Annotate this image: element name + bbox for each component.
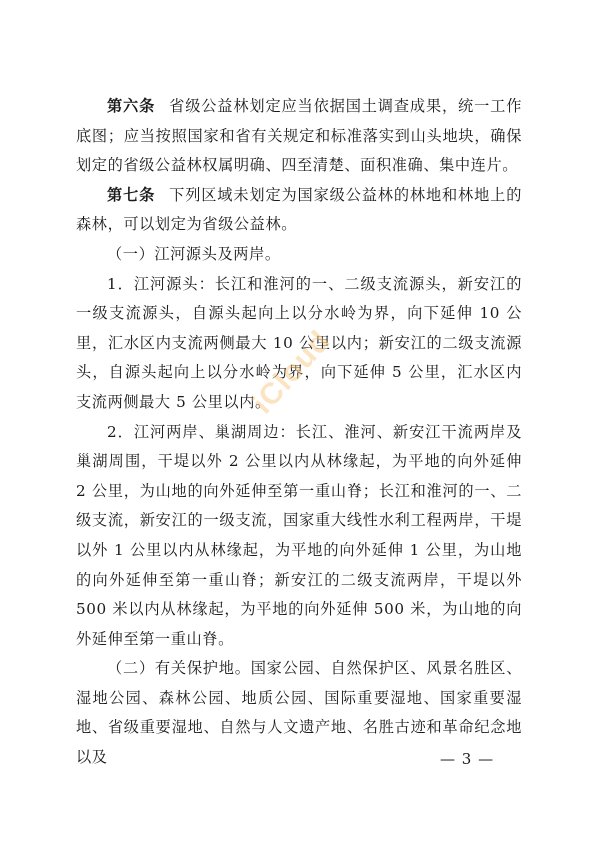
article-6 xyxy=(76,92,522,181)
item-1-2-text: 2．江河两岸、巢湖周边：长江、淮河、新安江干流两岸及巢湖周围，干堤以外 2 公里以内从林缘起，为平地的向外延伸 2 公里，为山地的向外延伸至第一重山脊；长江和淮河的一、二级支流，新安江的一级支流，国家重大线性水利工程两岸，干堤以外 1 公里以内从林缘起，为平地的向外延伸 1 公里，为山地的向外延伸至第一重山脊；新安江的二级支流两岸，干堤以外 500 米以内从林缘起，为平地的向外延伸 500 米，为山地的向外延伸至第一重山脊。 xyxy=(76,422,522,648)
watermark-logo: iCloud xyxy=(246,324,337,421)
article-6-heading: 第六条 xyxy=(107,97,156,115)
item-2-text: （二）有关保护地。国家公园、自然保护区、风景名胜区、湿地公园、森林公园、地质公园、国际重要湿地、国家重要湿地、省级重要湿地、自然与人文遗产地、名胜古迹和革命纪念地以及 xyxy=(76,659,522,767)
article-6-text: 省级公益林划定应当依据国土调查成果，统一工作底图；应当按照国家和省有关规定和标准落实到山头地块，确保划定的省级公益林权属明确、四至清楚、面积准确、集中连片。 xyxy=(76,97,522,175)
article-7 xyxy=(76,181,522,240)
page-number: — 3 — xyxy=(440,750,495,768)
item-1-heading xyxy=(76,240,522,270)
item-1-text: （一）江河源头及两岸。 xyxy=(107,244,281,263)
document-body xyxy=(76,92,522,773)
article-7-heading: 第七条 xyxy=(107,185,156,204)
article-7-text: 下列区域未划定为国家级公益林的林地和林地上的森林，可以划定为省级公益林。 xyxy=(76,185,522,234)
item-1-1-text: 1．江河源头：长江和淮河的一、二级支流源头，新安江的一级支流源头，自源头起向上以分水岭为界，向下延伸 10 公里，汇水区内支流两侧最大 10 公里以内；新安江的二级支流源头，自源头起向上以分水岭为界，向下延伸 5 公里，汇水区内支流两侧最大 5 公里以内。 xyxy=(76,274,522,411)
item-1-2 xyxy=(76,418,522,655)
